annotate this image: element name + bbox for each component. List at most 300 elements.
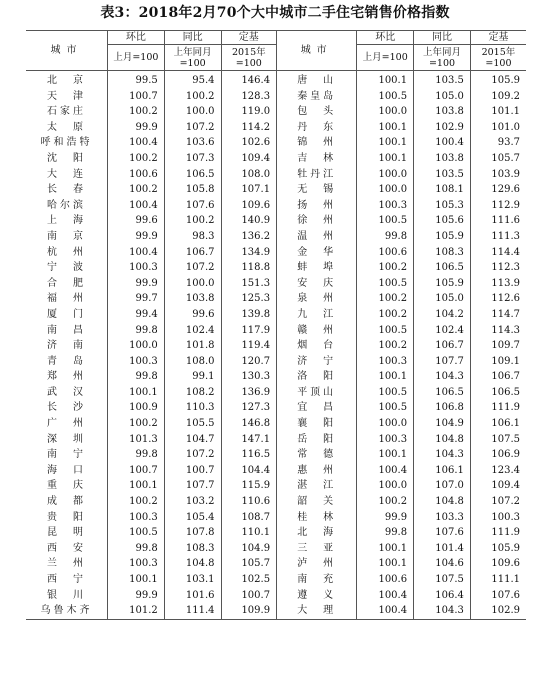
cell-base-left: 108.0 <box>221 167 277 183</box>
cell-base-left: 119.0 <box>221 104 277 120</box>
cell-base-right: 101.1 <box>470 104 526 120</box>
cell-city-right: 秦皇岛 <box>277 89 357 105</box>
cell-mom-right: 100.1 <box>357 369 414 385</box>
table-row <box>26 182 526 198</box>
cell-base-right: 111.1 <box>470 572 526 588</box>
cell-yoy-right: 104.8 <box>414 494 471 510</box>
cell-mom-right: 100.5 <box>357 213 414 229</box>
cell-base-left: 109.4 <box>221 151 277 167</box>
cell-city-right: 蚌 埠 <box>277 260 357 276</box>
mom-subheader-left: 上月=100 <box>107 45 164 71</box>
cell-city-left: 宁 波 <box>46 262 86 274</box>
cell-city-left: 武 汉 <box>46 386 86 398</box>
cell-city-left: 南 昌 <box>46 324 86 336</box>
cell-yoy-left: 106.5 <box>164 167 221 183</box>
cell-mom-left: 100.4 <box>107 135 164 151</box>
cell-mom-right: 100.1 <box>357 151 414 167</box>
cell-base-left: 136.2 <box>221 229 277 245</box>
cell-city-right: 温 州 <box>277 229 357 245</box>
cell-city-left: 天 津 <box>46 90 86 102</box>
cell-city-right: 北 海 <box>277 525 357 541</box>
cell-yoy-left: 106.7 <box>164 245 221 261</box>
cell-mom-left: 101.3 <box>107 432 164 448</box>
cell-yoy-right: 108.1 <box>414 182 471 198</box>
cell-mom-right: 100.4 <box>357 463 414 479</box>
cell-base-right: 111.9 <box>470 525 526 541</box>
cell-base-left: 127.3 <box>221 400 277 416</box>
cell-mom-right: 100.2 <box>357 338 414 354</box>
cell-base-left: 102.6 <box>221 135 277 151</box>
cell-yoy-right: 103.5 <box>414 71 471 89</box>
cell-yoy-right: 105.3 <box>414 198 471 214</box>
cell-mom-left: 100.1 <box>107 572 164 588</box>
cell-city-left: 太 原 <box>46 121 86 133</box>
cell-city-right: 常 德 <box>277 447 357 463</box>
table-row <box>26 369 526 385</box>
city-header-right: 城市 <box>277 31 357 71</box>
cell-base-left: 136.9 <box>221 385 277 401</box>
cell-yoy-right: 104.6 <box>414 556 471 572</box>
cell-yoy-right: 102.4 <box>414 323 471 339</box>
cell-base-right: 93.7 <box>470 135 526 151</box>
table-row <box>26 463 526 479</box>
table-row <box>26 510 526 526</box>
cell-base-right: 111.6 <box>470 213 526 229</box>
cell-base-right: 100.3 <box>470 510 526 526</box>
cell-yoy-left: 100.0 <box>164 104 221 120</box>
cell-mom-right: 100.3 <box>357 432 414 448</box>
table-row <box>26 385 526 401</box>
cell-base-right: 109.1 <box>470 354 526 370</box>
cell-base-left: 117.9 <box>221 323 277 339</box>
cell-yoy-right: 108.3 <box>414 245 471 261</box>
cell-base-left: 104.9 <box>221 541 277 557</box>
cell-yoy-right: 102.9 <box>414 120 471 136</box>
cell-yoy-left: 101.8 <box>164 338 221 354</box>
cell-city-right: 锦 州 <box>277 135 357 151</box>
cell-base-left: 108.7 <box>221 510 277 526</box>
cell-yoy-right: 104.9 <box>414 416 471 432</box>
cell-yoy-right: 106.5 <box>414 385 471 401</box>
cell-city-left: 海 口 <box>46 464 86 476</box>
cell-mom-left: 100.0 <box>107 338 164 354</box>
cell-mom-left: 100.2 <box>107 182 164 198</box>
table-row <box>26 229 526 245</box>
cell-city-left: 昆 明 <box>46 527 86 539</box>
cell-mom-right: 100.5 <box>357 276 414 292</box>
cell-yoy-right: 107.7 <box>414 354 471 370</box>
cell-base-right: 106.1 <box>470 416 526 432</box>
cell-base-right: 103.9 <box>470 167 526 183</box>
cell-base-left: 134.9 <box>221 245 277 261</box>
cell-base-left: 151.3 <box>221 276 277 292</box>
table-row <box>26 338 526 354</box>
cell-yoy-left: 103.8 <box>164 291 221 307</box>
cell-city-right: 遵 义 <box>277 588 357 604</box>
cell-mom-left: 99.6 <box>107 213 164 229</box>
cell-mom-left: 100.2 <box>107 151 164 167</box>
cell-base-right: 114.4 <box>470 245 526 261</box>
cell-city-right: 唐 山 <box>277 71 357 89</box>
cell-mom-right: 100.1 <box>357 556 414 572</box>
cell-mom-left: 99.9 <box>107 120 164 136</box>
cell-yoy-left: 107.2 <box>164 120 221 136</box>
cell-mom-right: 99.8 <box>357 525 414 541</box>
cell-city-right: 桂 林 <box>277 510 357 526</box>
table-row <box>26 447 526 463</box>
cell-city-right: 徐 州 <box>277 213 357 229</box>
cell-city-right: 洛 阳 <box>277 369 357 385</box>
cell-city-right: 扬 州 <box>277 198 357 214</box>
cell-mom-left: 100.2 <box>107 104 164 120</box>
cell-yoy-left: 107.8 <box>164 525 221 541</box>
cell-mom-left: 99.5 <box>107 71 164 89</box>
cell-base-left: 139.8 <box>221 307 277 323</box>
cell-mom-right: 100.1 <box>357 541 414 557</box>
cell-yoy-right: 105.0 <box>414 291 471 307</box>
table-row <box>26 213 526 229</box>
cell-mom-right: 100.0 <box>357 182 414 198</box>
cell-base-left: 147.1 <box>221 432 277 448</box>
cell-city-left: 呼和浩特 <box>40 137 93 149</box>
cell-base-left: 115.9 <box>221 478 277 494</box>
table-row <box>26 400 526 416</box>
cell-mom-right: 100.2 <box>357 307 414 323</box>
cell-base-left: 130.3 <box>221 369 277 385</box>
cell-city-right: 烟 台 <box>277 338 357 354</box>
cell-yoy-left: 101.6 <box>164 588 221 604</box>
cell-base-right: 129.6 <box>470 182 526 198</box>
cell-yoy-left: 107.6 <box>164 198 221 214</box>
cell-mom-left: 99.4 <box>107 307 164 323</box>
cell-mom-right: 100.0 <box>357 478 414 494</box>
cell-yoy-left: 105.5 <box>164 416 221 432</box>
cell-yoy-right: 106.4 <box>414 588 471 604</box>
cell-mom-left: 101.2 <box>107 603 164 619</box>
mom-header-right: 环比 <box>357 31 414 45</box>
table-row <box>26 89 526 105</box>
cell-mom-right: 100.5 <box>357 89 414 105</box>
cell-yoy-left: 105.8 <box>164 182 221 198</box>
cell-yoy-left: 103.6 <box>164 135 221 151</box>
cell-mom-left: 100.7 <box>107 463 164 479</box>
cell-yoy-right: 103.3 <box>414 510 471 526</box>
cell-yoy-left: 104.7 <box>164 432 221 448</box>
cell-city-left: 沈 阳 <box>46 152 86 164</box>
cell-yoy-left: 108.2 <box>164 385 221 401</box>
cell-base-right: 112.6 <box>470 291 526 307</box>
cell-base-right: 106.9 <box>470 447 526 463</box>
cell-mom-left: 99.8 <box>107 541 164 557</box>
cell-city-left: 西 宁 <box>46 574 86 585</box>
table-row <box>26 291 526 307</box>
cell-mom-right: 100.0 <box>357 416 414 432</box>
cell-base-left: 118.8 <box>221 260 277 276</box>
cell-base-right: 107.6 <box>470 588 526 604</box>
table-row <box>26 556 526 572</box>
cell-yoy-left: 103.2 <box>164 494 221 510</box>
cell-mom-right: 100.4 <box>357 588 414 604</box>
table-row <box>26 588 526 604</box>
mom-subheader-right: 上月=100 <box>357 45 414 71</box>
cell-yoy-right: 107.0 <box>414 478 471 494</box>
table-row <box>26 572 526 588</box>
table-title: 表3：2018年2月70个大中城市二手住宅销售价格指数 <box>100 5 450 21</box>
cell-base-left: 146.4 <box>221 71 277 89</box>
cell-city-right: 安 庆 <box>277 276 357 292</box>
cell-mom-left: 100.3 <box>107 260 164 276</box>
cell-yoy-left: 107.7 <box>164 478 221 494</box>
cell-city-right: 金 华 <box>277 245 357 261</box>
cell-base-right: 109.2 <box>470 89 526 105</box>
cell-city-left: 福 州 <box>46 293 86 305</box>
cell-mom-left: 100.9 <box>107 400 164 416</box>
cell-city-left: 乌鲁木齐 <box>40 605 93 617</box>
cell-yoy-right: 106.7 <box>414 338 471 354</box>
cell-yoy-right: 106.8 <box>414 400 471 416</box>
cell-city-right: 包 头 <box>277 104 357 120</box>
cell-yoy-left: 102.4 <box>164 323 221 339</box>
cell-base-left: 102.5 <box>221 572 277 588</box>
cell-city-right: 九 江 <box>277 307 357 323</box>
table-row <box>26 167 526 183</box>
cell-base-right: 105.7 <box>470 151 526 167</box>
cell-mom-right: 100.1 <box>357 447 414 463</box>
yoy-header-left: 同比 <box>164 31 221 45</box>
cell-mom-left: 100.3 <box>107 510 164 526</box>
cell-mom-left: 99.9 <box>107 588 164 604</box>
cell-base-left: 100.7 <box>221 588 277 604</box>
cell-city-right: 惠 州 <box>277 463 357 479</box>
cell-mom-left: 100.5 <box>107 525 164 541</box>
cell-base-left: 125.3 <box>221 291 277 307</box>
cell-city-left: 贵 阳 <box>46 511 86 523</box>
cell-mom-left: 100.4 <box>107 198 164 214</box>
cell-base-left: 107.1 <box>221 182 277 198</box>
cell-city-left: 济 南 <box>46 340 86 352</box>
cell-city-left: 长 沙 <box>46 402 86 414</box>
cell-city-right: 宜 昌 <box>277 400 357 416</box>
cell-base-right: 107.5 <box>470 432 526 448</box>
cell-yoy-left: 100.2 <box>164 89 221 105</box>
cell-yoy-left: 103.1 <box>164 572 221 588</box>
cell-yoy-left: 108.0 <box>164 354 221 370</box>
cell-mom-right: 100.5 <box>357 323 414 339</box>
table-row <box>26 432 526 448</box>
cell-base-left: 146.8 <box>221 416 277 432</box>
cell-mom-right: 100.2 <box>357 260 414 276</box>
cell-base-left: 110.1 <box>221 525 277 541</box>
cell-base-right: 112.3 <box>470 260 526 276</box>
cell-yoy-right: 105.0 <box>414 89 471 105</box>
cell-yoy-right: 104.3 <box>414 369 471 385</box>
cell-yoy-left: 107.2 <box>164 260 221 276</box>
table-body <box>26 71 526 620</box>
cell-base-right: 101.0 <box>470 120 526 136</box>
cell-yoy-left: 95.4 <box>164 71 221 89</box>
cell-city-right: 无 锡 <box>277 182 357 198</box>
cell-city-right: 大 理 <box>277 603 357 619</box>
cell-mom-right: 100.0 <box>357 104 414 120</box>
cell-mom-left: 100.6 <box>107 167 164 183</box>
cell-yoy-right: 106.5 <box>414 260 471 276</box>
cell-yoy-left: 98.3 <box>164 229 221 245</box>
cell-city-left: 北 京 <box>46 75 86 86</box>
cell-base-right: 105.9 <box>470 541 526 557</box>
cell-yoy-left: 107.2 <box>164 447 221 463</box>
cell-mom-left: 99.9 <box>107 276 164 292</box>
cell-city-left: 上 海 <box>46 215 86 227</box>
cell-mom-right: 100.1 <box>357 71 414 89</box>
cell-mom-left: 100.1 <box>107 478 164 494</box>
cell-city-left: 哈尔滨 <box>46 199 86 211</box>
cell-base-right: 114.3 <box>470 323 526 339</box>
cell-city-left: 广 州 <box>46 418 86 430</box>
cell-yoy-right: 104.2 <box>414 307 471 323</box>
yoy-subheader-left: 上年同月=100 <box>164 45 221 71</box>
cell-base-left: 104.4 <box>221 463 277 479</box>
cell-city-left: 合 肥 <box>46 277 86 289</box>
cell-yoy-right: 104.3 <box>414 447 471 463</box>
cell-city-left: 西 安 <box>46 542 86 554</box>
cell-base-right: 113.9 <box>470 276 526 292</box>
price-index-table <box>26 30 526 620</box>
cell-mom-right: 100.6 <box>357 572 414 588</box>
cell-mom-right: 100.5 <box>357 400 414 416</box>
cell-city-left: 长 春 <box>46 184 86 196</box>
cell-base-left: 110.6 <box>221 494 277 510</box>
cell-mom-left: 100.3 <box>107 354 164 370</box>
cell-city-right: 南 充 <box>277 572 357 588</box>
cell-city-right: 赣 州 <box>277 323 357 339</box>
cell-city-right: 韶 关 <box>277 494 357 510</box>
cell-yoy-right: 105.9 <box>414 276 471 292</box>
cell-yoy-left: 100.7 <box>164 463 221 479</box>
table-row <box>26 416 526 432</box>
table-row <box>26 71 526 89</box>
cell-mom-left: 99.9 <box>107 229 164 245</box>
cell-base-right: 102.9 <box>470 603 526 619</box>
cell-mom-left: 99.7 <box>107 291 164 307</box>
cell-base-left: 109.9 <box>221 603 277 619</box>
base-header-right: 定基 <box>470 31 526 45</box>
table-row <box>26 120 526 136</box>
cell-base-right: 111.9 <box>470 400 526 416</box>
cell-city-right: 泉 州 <box>277 291 357 307</box>
cell-mom-left: 99.8 <box>107 447 164 463</box>
cell-yoy-right: 105.9 <box>414 229 471 245</box>
cell-mom-right: 99.8 <box>357 229 414 245</box>
city-header-left: 城市 <box>26 31 107 71</box>
cell-base-right: 123.4 <box>470 463 526 479</box>
cell-city-left: 深 圳 <box>46 433 86 445</box>
cell-yoy-left: 99.1 <box>164 369 221 385</box>
table-row <box>26 603 526 619</box>
cell-yoy-left: 100.0 <box>164 276 221 292</box>
table-row <box>26 494 526 510</box>
table-row <box>26 260 526 276</box>
cell-base-left: 114.2 <box>221 120 277 136</box>
cell-yoy-right: 104.8 <box>414 432 471 448</box>
yoy-subheader-right: 上年同月=100 <box>414 45 471 71</box>
cell-yoy-right: 107.5 <box>414 572 471 588</box>
table-row <box>26 135 526 151</box>
cell-city-left: 银 川 <box>46 589 86 601</box>
cell-city-left: 大 连 <box>46 168 86 180</box>
cell-yoy-left: 105.4 <box>164 510 221 526</box>
cell-yoy-right: 103.5 <box>414 167 471 183</box>
cell-yoy-right: 106.1 <box>414 463 471 479</box>
table-row <box>26 245 526 261</box>
cell-yoy-left: 104.8 <box>164 556 221 572</box>
cell-yoy-right: 100.4 <box>414 135 471 151</box>
table-row <box>26 104 526 120</box>
cell-yoy-right: 104.3 <box>414 603 471 619</box>
cell-mom-right: 100.6 <box>357 245 414 261</box>
cell-mom-right: 100.4 <box>357 603 414 619</box>
yoy-header-right: 同比 <box>414 31 471 45</box>
cell-yoy-right: 103.8 <box>414 104 471 120</box>
cell-yoy-left: 108.3 <box>164 541 221 557</box>
cell-yoy-left: 110.3 <box>164 400 221 416</box>
table-row <box>26 354 526 370</box>
cell-base-left: 116.5 <box>221 447 277 463</box>
table-row <box>26 198 526 214</box>
table-header <box>26 31 526 71</box>
cell-city-right: 济 宁 <box>277 354 357 370</box>
cell-yoy-right: 105.6 <box>414 213 471 229</box>
cell-city-right: 襄 阳 <box>277 416 357 432</box>
cell-yoy-right: 103.8 <box>414 151 471 167</box>
cell-mom-left: 100.4 <box>107 245 164 261</box>
cell-yoy-left: 111.4 <box>164 603 221 619</box>
cell-mom-right: 100.2 <box>357 291 414 307</box>
cell-mom-right: 99.9 <box>357 510 414 526</box>
cell-base-right: 106.5 <box>470 385 526 401</box>
cell-city-left: 杭 州 <box>46 246 86 258</box>
cell-city-left: 青 岛 <box>46 355 86 367</box>
cell-mom-left: 99.8 <box>107 323 164 339</box>
cell-yoy-right: 101.4 <box>414 541 471 557</box>
cell-base-left: 109.6 <box>221 198 277 214</box>
cell-mom-right: 100.3 <box>357 354 414 370</box>
cell-city-right: 吉 林 <box>277 151 357 167</box>
base-subheader-left: 2015年=100 <box>221 45 277 71</box>
cell-city-right: 牡丹江 <box>277 167 357 183</box>
table-row <box>26 478 526 494</box>
cell-mom-right: 100.2 <box>357 494 414 510</box>
table-row <box>26 323 526 339</box>
cell-yoy-left: 99.6 <box>164 307 221 323</box>
cell-city-left: 石家庄 <box>46 106 86 118</box>
cell-base-right: 109.6 <box>470 556 526 572</box>
cell-city-right: 泸 州 <box>277 556 357 572</box>
cell-city-right: 丹 东 <box>277 120 357 136</box>
cell-base-left: 128.3 <box>221 89 277 105</box>
cell-city-left: 南 宁 <box>46 449 86 461</box>
cell-mom-right: 100.1 <box>357 135 414 151</box>
cell-city-right: 平顶山 <box>277 385 357 401</box>
cell-base-left: 105.7 <box>221 556 277 572</box>
cell-base-right: 114.7 <box>470 307 526 323</box>
cell-mom-left: 100.2 <box>107 494 164 510</box>
cell-mom-left: 99.8 <box>107 369 164 385</box>
cell-base-left: 140.9 <box>221 213 277 229</box>
table-row <box>26 276 526 292</box>
cell-base-right: 105.9 <box>470 71 526 89</box>
cell-base-left: 119.4 <box>221 338 277 354</box>
base-subheader-right: 2015年=100 <box>470 45 526 71</box>
